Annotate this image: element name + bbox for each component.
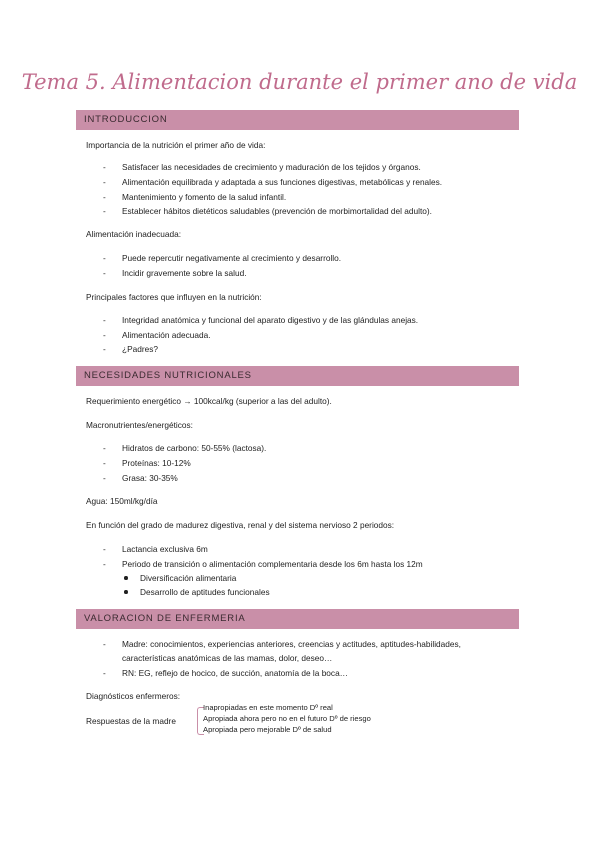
list-item-continuation: características anatómicas de las mamas, dolor, deseo… (122, 653, 333, 663)
list-item: Proteínas: 10-12% (122, 458, 191, 468)
paragraph: Importancia de la nutrición el primer año de vida: (86, 140, 266, 150)
list-item: Incidir gravemente sobre la salud. (122, 268, 247, 278)
page-title: Tema 5. Alimentacion durante el primer ano de vida (21, 70, 578, 94)
dash-bullet: - (103, 253, 106, 263)
dash-bullet: - (103, 177, 106, 187)
list-item: Puede repercutir negativamente al crecimiento y desarrollo. (122, 253, 342, 263)
dash-bullet: - (103, 268, 106, 278)
list-item: RN: EG, reflejo de hocico, de succión, anatomía de la boca… (122, 668, 348, 678)
dash-bullet: - (103, 330, 106, 340)
section-header-introduccion (76, 110, 519, 130)
section-header-label: INTRODUCCION (84, 114, 168, 125)
paragraph: Alimentación inadecuada: (86, 229, 182, 239)
response-item: Inapropiadas en este momento Dº real (203, 703, 333, 712)
paragraph: Diagnósticos enfermeros: (86, 691, 181, 701)
dash-bullet: - (103, 443, 106, 453)
dash-bullet: - (103, 639, 106, 649)
list-item: Mantenimiento y fomento de la salud infantil. (122, 192, 287, 202)
paragraph: Requerimiento energético → 100kcal/kg (superior a las del adulto). (86, 396, 332, 406)
list-item: Alimentación equilibrada y adaptada a sus funciones digestivas, metabólicas y renales. (122, 177, 443, 187)
paragraph: En función del grado de madurez digestiva, renal y del sistema nervioso 2 periodos: (86, 520, 395, 530)
list-item: Periodo de transición o alimentación complementaria desde los 6m hasta los 12m (122, 559, 423, 569)
dash-bullet: - (103, 315, 106, 325)
section-header-label: NECESIDADES NUTRICIONALES (84, 370, 252, 381)
dash-bullet: - (103, 192, 106, 202)
response-item: Apropiada pero mejorable Dº de salud (203, 725, 332, 734)
list-item: ¿Padres? (122, 344, 158, 354)
dash-bullet: - (103, 668, 106, 678)
paragraph: Respuestas de la madre (86, 716, 176, 726)
round-bullet (124, 576, 128, 580)
list-item: Madre: conocimientos, experiencias anteriores, creencias y actitudes, aptitudes-habilidades, (122, 639, 461, 649)
dash-bullet: - (103, 559, 106, 569)
dash-bullet: - (103, 544, 106, 554)
section-header-label: VALORACION DE ENFERMERIA (84, 613, 246, 624)
list-item: Satisfacer las necesidades de crecimiento y maduración de los tejidos y órganos. (122, 162, 421, 172)
dash-bullet: - (103, 162, 106, 172)
sub-list-item: Diversificación alimentaria (140, 573, 237, 583)
section-header-valoracion (76, 609, 519, 629)
list-item: Establecer hábitos dietéticos saludables (prevención de morbimortalidad del adulto). (122, 206, 432, 216)
paragraph: Macronutrientes/energéticos: (86, 420, 193, 430)
dash-bullet: - (103, 458, 106, 468)
dash-bullet: - (103, 473, 106, 483)
list-item: Grasa: 30-35% (122, 473, 178, 483)
list-item: Hidratos de carbono: 50-55% (lactosa). (122, 443, 267, 453)
paragraph: Agua: 150ml/kg/día (86, 496, 158, 506)
dash-bullet: - (103, 206, 106, 216)
dash-bullet: - (103, 344, 106, 354)
sub-list-item: Desarrollo de aptitudes funcionales (140, 587, 270, 597)
list-item: Lactancia exclusiva 6m (122, 544, 208, 554)
list-item: Alimentación adecuada. (122, 330, 211, 340)
list-item: Integridad anatómica y funcional del aparato digestivo y de las glándulas anejas. (122, 315, 419, 325)
paragraph: Principales factores que influyen en la nutrición: (86, 292, 262, 302)
response-item: Apropiada ahora pero no en el futuro Dº de riesgo (203, 714, 371, 723)
section-header-necesidades (76, 366, 519, 386)
round-bullet (124, 590, 128, 594)
